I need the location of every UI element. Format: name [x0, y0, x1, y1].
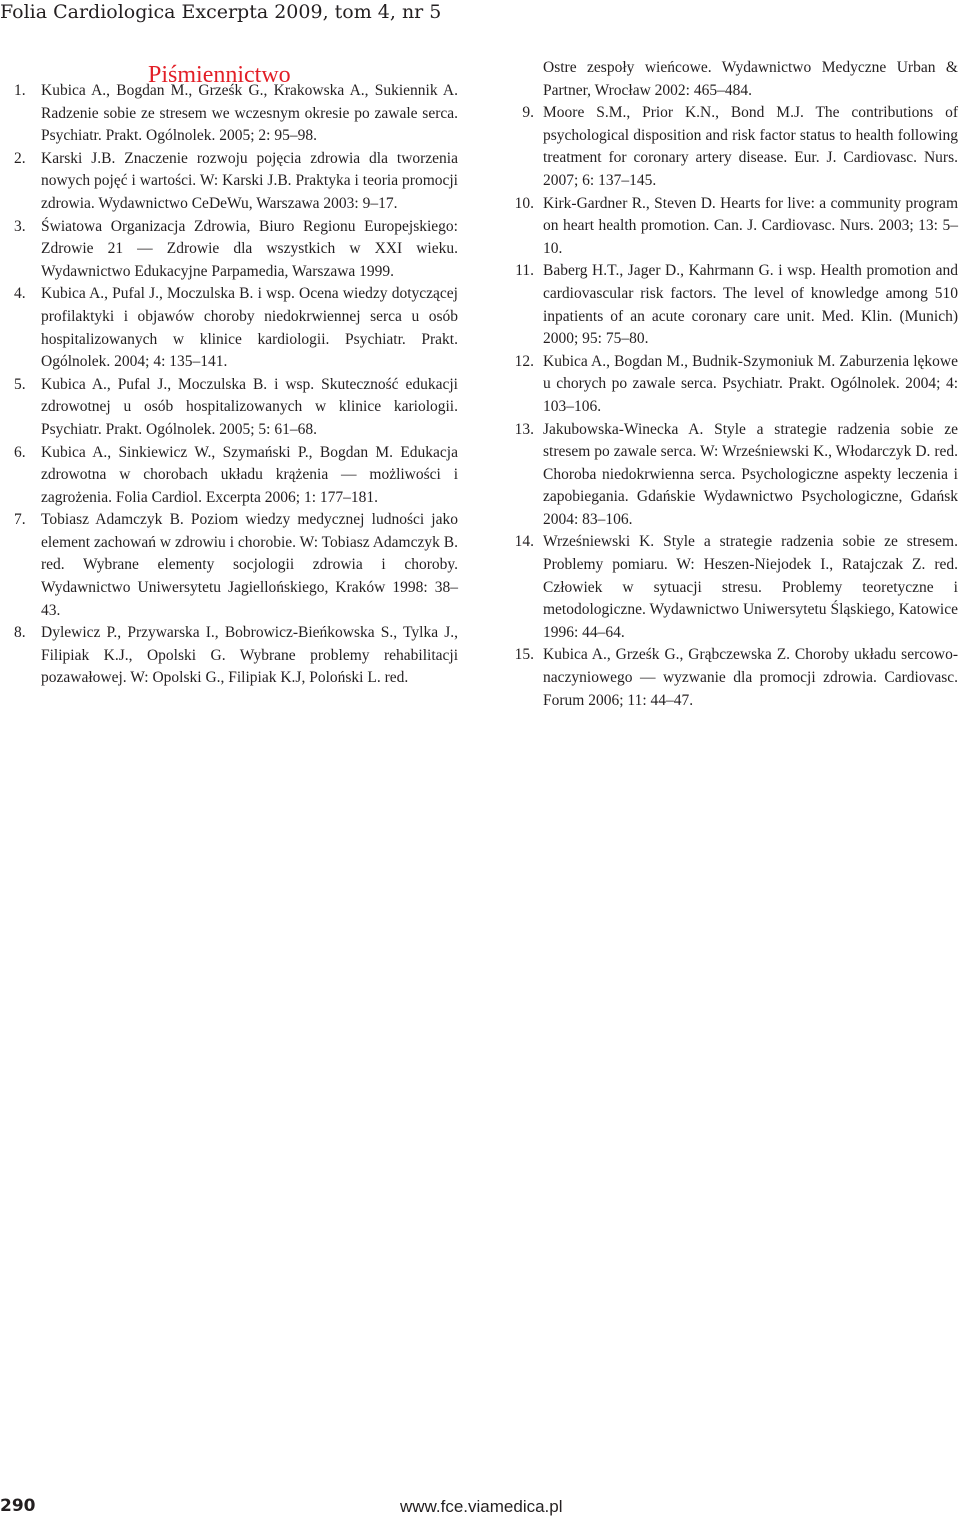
reference-item: [508, 531, 958, 644]
page-number: 290: [0, 1496, 36, 1516]
reference-item: [14, 148, 458, 216]
reference-text: Kubica A., Bogdan M., Budnik-Szymoniuk M. Zaburzenia lękowe u chorych po zawale serca. Psychiatr. Prakt. Ogólnolek. 2004; 4: 103–106.: [543, 352, 958, 415]
reference-number: 9.: [522, 104, 534, 122]
reference-item: [14, 622, 458, 690]
reference-number: 7.: [14, 511, 26, 529]
reference-number: 2.: [14, 149, 26, 167]
reference-item: [508, 260, 958, 350]
reference-text: Kubica A., Pufal J., Moczulska B. i wsp. Skuteczność edukacji zdrowotnej u osób hospitalizowanych w klinice kariologii. Psychiatr. Prakt. Ogólnolek. 2005; 5: 61–68.: [41, 375, 458, 438]
reference-item: [14, 80, 458, 148]
journal-url-link[interactable]: www.fce.viamedica.pl: [400, 1497, 563, 1516]
reference-text: Kubica A., Grześk G., Grąbczewska Z. Choroby układu sercowo-naczyniowego — wyzwanie dla promocji zdrowia. Cardiovasc. Forum 2006; 11: 44–47.: [543, 646, 958, 709]
reference-item: [14, 216, 458, 284]
reference-text: Jakubowska-Winecka A. Style a strategie radzenia sobie ze stresem po zawale serca. W: Wrześniewski K., Włodarczyk D. red. Choroba niedokrwienna serca. Psychologiczne aspekty leczenia i zapobiegania. Gdańskie Wydawnictwo Psychologiczne, Gdańsk 2004: 83–106.: [543, 420, 958, 528]
reference-text: Wrześniewski K. Style a strategie radzenia sobie ze stresem. Problemy pomiaru. W: Heszen-Niejodek I., Ratajczak Z. red. Człowiek w sytuacji stresu. Problemy teoretyczne i metodologiczne. Wydawnictwo Uniwersytetu Śląskiego, Katowice 1996: 44–64.: [543, 533, 958, 641]
reference-text: Światowa Organizacja Zdrowia, Biuro Regionu Europejskiego: Zdrowie 21 — Zdrowie dla wszystkich w XXI wieku. Wydawnictwo Edukacyjne Parpamedia, Warszawa 1999.: [41, 217, 458, 280]
reference-number: 1.: [14, 82, 26, 99]
reference-list-right: [508, 102, 958, 712]
references-column-right: [508, 57, 958, 712]
reference-text: Dylewicz P., Przywarska I., Bobrowicz-Bieńkowska S., Tylka J., Filipiak K.J., Opolski G. Wybrane problemy rehabilitacji pozawałowej. W: Opolski G., Filipiak K.J, Poloński L. red.: [41, 624, 458, 687]
reference-text: Baberg H.T., Jager D., Kahrmann G. i wsp. Health promotion and cardiovascular risk factors. The level of knowledge among 510 inpatients of an acute coronary care unit. Med. Klin. (Munich) 2000; 95: 75–80.: [543, 262, 958, 348]
reference-item: [508, 644, 958, 712]
reference-continuation: Ostre zespoły wieńcowe. Wydawnictwo Medyczne Urban & Partner, Wrocław 2002: 465–484.: [543, 59, 958, 99]
reference-number: 15.: [514, 646, 534, 664]
reference-item: [508, 193, 958, 261]
reference-number: 3.: [14, 217, 26, 235]
section-title: Piśmiennictwo: [148, 62, 291, 88]
reference-number: 14.: [514, 533, 534, 551]
reference-text: Karski J.B. Znaczenie rozwoju pojęcia zdrowia dla tworzenia nowych pojęć i wartości. W: Karski J.B. Praktyka i teoria promocji zdrowia. Wydawnictwo CeDeWu, Warszawa 2003: 9–17.: [41, 149, 458, 212]
reference-number: 4.: [14, 285, 26, 303]
running-head: Folia Cardiologica Excerpta 2009, tom 4, nr 5: [0, 1, 442, 23]
references-column-left: [14, 80, 458, 690]
reference-item: [14, 283, 458, 373]
reference-number: 10.: [514, 194, 534, 212]
reference-number: 8.: [14, 624, 26, 642]
reference-item: [14, 509, 458, 622]
reference-item: [14, 374, 458, 442]
reference-number: 11.: [515, 262, 534, 280]
reference-item: [508, 351, 958, 419]
reference-list-left: [14, 80, 458, 690]
reference-item: [508, 102, 958, 192]
reference-text: Tobiasz Adamczyk B. Poziom wiedzy medycznej ludności jako element zachowań w zdrowiu i chorobie. W: Tobiasz Adamczyk B. red. Wybrane elementy socjologii zdrowia i choroby. Wydawnictwo Uniwersytetu Jagiellońskiego, Kraków 1998: 38–43.: [41, 511, 458, 619]
reference-number: 12.: [514, 352, 534, 370]
reference-text: Kubica A., Bogdan M., Grześk G., Krakowska A., Sukiennik A. Radzenie sobie ze stresem we wczesnym okresie po zawale serca. Psychiatr. Prakt. Ogólnolek. 2005; 2: 95–98.: [41, 82, 458, 145]
reference-item: [508, 419, 958, 532]
reference-item: [14, 442, 458, 510]
reference-text: Kubica A., Sinkiewicz W., Szymański P., Bogdan M. Edukacja zdrowotna w chorobach układu krążenia — możliwości i zagrożenia. Folia Cardiol. Excerpta 2006; 1: 177–181.: [41, 443, 458, 506]
reference-text: Kirk-Gardner R., Steven D. Hearts for live: a community program on heart health promotion. Can. J. Cardiovasc. Nurs. 2003; 13: 5–10.: [543, 194, 958, 257]
reference-number: 13.: [514, 420, 534, 438]
reference-text: Kubica A., Pufal J., Moczulska B. i wsp. Ocena wiedzy dotyczącej profilaktyki i objawów choroby niedokrwiennej serca u osób hospitalizowanych w klinice kardiologii. Psychiatr. Prakt. Ogólnolek. 2004; 4: 135–141.: [41, 285, 458, 371]
reference-number: 6.: [14, 443, 26, 461]
reference-number: 5.: [14, 375, 26, 393]
reference-text: Moore S.M., Prior K.N., Bond M.J. The contributions of psychological disposition and risk factor status to health following treatment for coronary artery disease. Eur. J. Cardiovasc. Nurs. 2007; 6: 137–145.: [543, 104, 958, 189]
